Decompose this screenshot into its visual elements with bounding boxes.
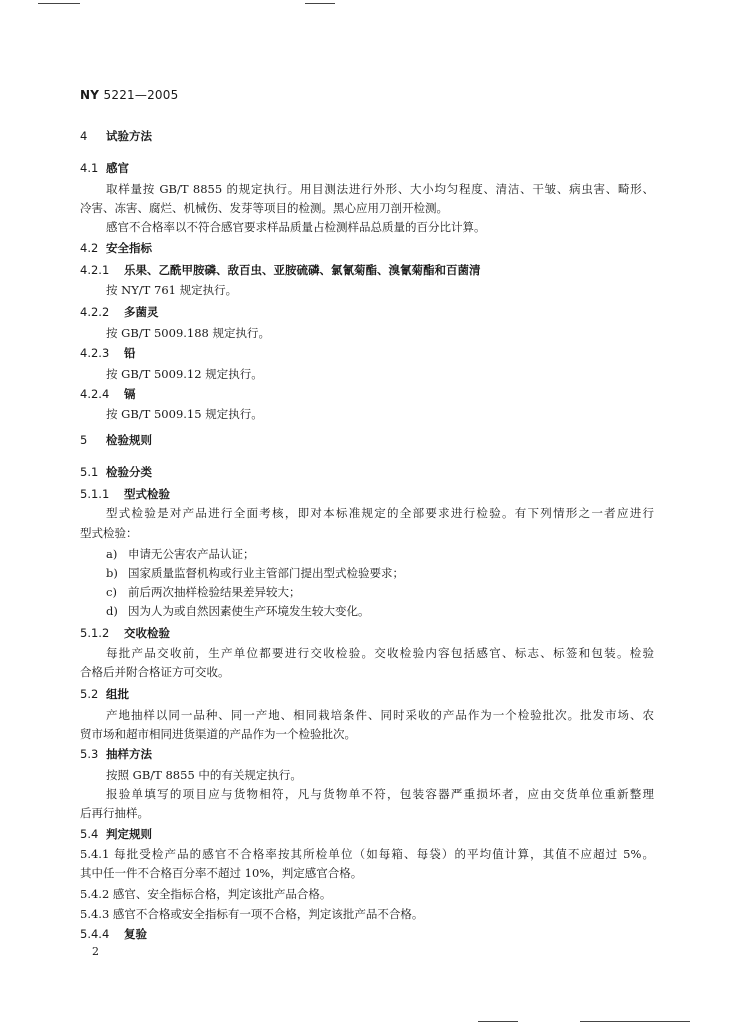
doc-header bbox=[80, 88, 178, 102]
paragraph-line: 按 GB/T 5009.188 规定执行。 bbox=[106, 326, 271, 340]
list-item: a) 申请无公害农产品认证； bbox=[106, 547, 255, 561]
subsection-heading: 5.1 检验分类 bbox=[80, 465, 152, 479]
standard-code: NY bbox=[80, 88, 100, 102]
paragraph-line: 合格后并附合格证方可交收。 bbox=[80, 665, 230, 679]
subsection-heading: 4.1 感官 bbox=[80, 161, 129, 175]
clause-heading: 4.2.1 乐果、乙酰甲胺磷、敌百虫、亚胺硫磷、氯氰菊酯、溴氰菊酯和百菌清 bbox=[80, 263, 481, 277]
paragraph-line: 型式检验： bbox=[80, 526, 138, 540]
list-item: d) 因为人为或自然因素使生产环境发生较大变化。 bbox=[106, 604, 370, 618]
subsection-heading: 5.2 组批 bbox=[80, 687, 129, 701]
clause-heading: 4.2.4 镉 bbox=[80, 387, 136, 401]
scan-mark-bottom-right bbox=[580, 1021, 690, 1022]
page-number: 2 bbox=[92, 945, 99, 958]
standard-number: 5221—2005 bbox=[103, 88, 179, 102]
subsection-heading: 4.2 安全指标 bbox=[80, 241, 152, 255]
paragraph-line: 按 GB/T 5009.15 规定执行。 bbox=[106, 407, 263, 421]
paragraph-line: 按 NY/T 761 规定执行。 bbox=[106, 283, 238, 297]
paragraph-line: 取样量按 GB/T 8855 的规定执行。用目测法进行外形、大小均匀程度、清洁、干皱、病虫害、畸形、 bbox=[106, 182, 654, 196]
paragraph-line: 贸市场和超市相同进货渠道的产品作为一个检验批次。 bbox=[80, 727, 356, 741]
clause-heading: 5.1.1 型式检验 bbox=[80, 487, 170, 501]
paragraph-line: 每批产品交收前，生产单位都要进行交收检验。交收检验内容包括感官、标志、标签和包装。检验 bbox=[106, 646, 654, 660]
clause-heading: 4.2.3 铅 bbox=[80, 346, 136, 360]
paragraph-line: 按 GB/T 5009.12 规定执行。 bbox=[106, 367, 263, 381]
clause-heading: 5.4.4 复验 bbox=[80, 927, 147, 941]
list-item: b) 国家质量监督机构或行业主管部门提出型式检验要求； bbox=[106, 566, 404, 580]
section-heading: 5 检验规则 bbox=[80, 433, 152, 447]
paragraph-line: 型式检验是对产品进行全面考核，即对本标准规定的全部要求进行检验。有下列情形之一者应进行 bbox=[106, 506, 654, 520]
scan-mark-top-center bbox=[305, 3, 335, 4]
section-heading: 4 试验方法 bbox=[80, 129, 152, 143]
paragraph-line: 冷害、冻害、腐烂、机械伤、发芽等项目的检测。黑心应用刀剖开检测。 bbox=[80, 201, 448, 215]
paragraph-line: 其中任一件不合格百分率不超过 10%，判定感官合格。 bbox=[80, 866, 363, 880]
subsection-heading: 5.4 判定规则 bbox=[80, 827, 152, 841]
subsection-heading: 5.3 抽样方法 bbox=[80, 747, 152, 761]
paragraph-line: 产地抽样以同一品种、同一产地、相同栽培条件、同时采收的产品作为一个检验批次。批发市场、农 bbox=[106, 708, 654, 722]
clause-heading: 4.2.2 多菌灵 bbox=[80, 305, 159, 319]
paragraph-line: 后再行抽样。 bbox=[80, 806, 149, 820]
paragraph-line: 感官不合格率以不符合感官要求样品质量占检测样品总质量的百分比计算。 bbox=[106, 220, 486, 234]
scan-mark-bottom bbox=[478, 1021, 518, 1022]
paragraph-line: 5.4.3 感官不合格或安全指标有一项不合格，判定该批产品不合格。 bbox=[80, 907, 424, 921]
paragraph-line: 5.4.2 感官、安全指标合格，判定该批产品合格。 bbox=[80, 887, 332, 901]
scan-mark-top-left bbox=[38, 3, 80, 4]
paragraph-line: 报验单填写的项目应与货物相符，凡与货物单不符，包装容器严重损坏者，应由交货单位重新整理 bbox=[106, 787, 654, 801]
paragraph-line: 5.4.1 每批受检产品的感官不合格率按其所检单位（如每箱、每袋）的平均值计算，其值不应超过 5%。 bbox=[80, 847, 654, 861]
list-item: c) 前后两次抽样检验结果差异较大； bbox=[106, 585, 301, 599]
paragraph-line: 按照 GB/T 8855 中的有关规定执行。 bbox=[106, 768, 302, 782]
clause-heading: 5.1.2 交收检验 bbox=[80, 626, 170, 640]
